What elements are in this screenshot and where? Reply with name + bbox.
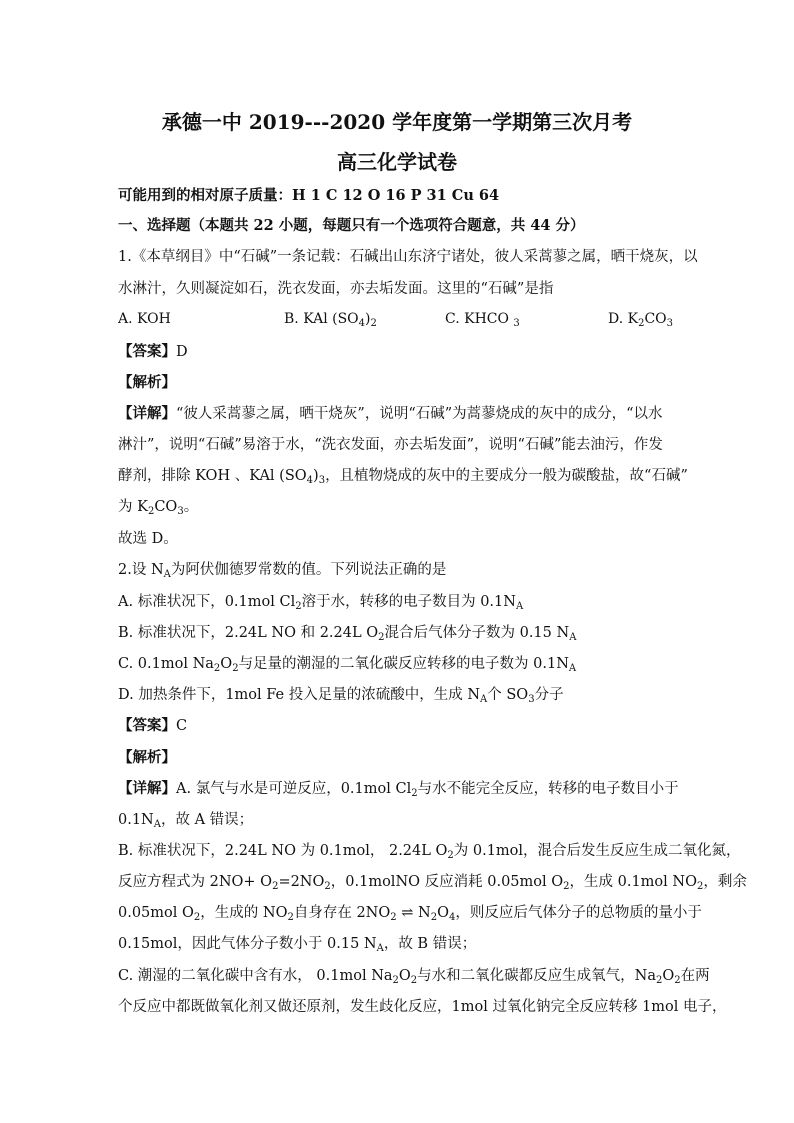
q1-analysis-label: 【解析】 bbox=[118, 374, 176, 391]
q2-stem: 2.设 $N_A$为阿伏伽德罗常数的值。下列说法正确的是 bbox=[118, 562, 447, 580]
q1-detail-line1: 【详解】“彼人采蒿蓼之属，晒干烧灰”，说明“石碱”为蒿蓼烧成的灰中的成分，“以水 bbox=[118, 405, 663, 422]
q2-detail-line2: $0.1N_A$，故 A 错误； bbox=[118, 812, 254, 830]
q2-detail-line3: B. 标准状况下，2.24L NO 为 0.1mol， 2.24L $O_2$为 0.1mol，混合后发生反应生成二氧化氮， bbox=[118, 843, 741, 861]
q2-detail-line6: 0.15mol，因此气体分子数小于 0.15 $N_A$，故 B 错误； bbox=[118, 936, 477, 954]
q1-stem-line1: 1.《本草纲目》中“石碱”一条记载：石碱出山东济宁诸处，彼人采蒿蓼之属，晒干烧灰，以 bbox=[118, 249, 698, 265]
q2-answer: 【答案】C bbox=[118, 717, 188, 734]
q1-option-b: B. KAl $(SO_4)_2$ bbox=[284, 311, 377, 329]
q2-option-b: B. 标准状况下，2.24L NO 和 2.24L $O_2$混合后气体分子数为 0.15 $N_A$ bbox=[118, 625, 577, 643]
q2-analysis-label: 【解析】 bbox=[118, 749, 176, 766]
q1-option-d: D. $K_2CO_3$ bbox=[608, 311, 674, 329]
q2-option-d: D. 加热条件下，1mol Fe 投入足量的浓硫酸中，生成 $N_A$个 $SO_3$分子 bbox=[118, 687, 564, 705]
q2-option-c: C. 0.1mol $Na_2O_2$与足量的潮湿的二氧化碳反应转移的电子数为 $0.1N_A$ bbox=[118, 656, 577, 674]
exam-subtitle: 高三化学试卷 bbox=[337, 150, 457, 174]
q1-stem-line2: 水淋汁，久则凝淀如石，洗衣发面，亦去垢发面。这里的“石碱”是指 bbox=[118, 281, 554, 297]
q2-detail-line5: 0.05mol $O_2$，生成的 $NO_2$自身存在 $2NO_2$ ⇌ $N_2O_4$，则反应后气体分子的总物质的量小于 bbox=[118, 905, 702, 923]
q1-detail-line4: 为 $K_2CO_3$。 bbox=[118, 499, 199, 517]
q2-detail-line8: 个反应中都既做氧化剂又做还原剂，发生歧化反应，1mol 过氧化钠完全反应转移 1mol 电子， bbox=[118, 999, 727, 1015]
exam-title: 承德一中 2019---2020 学年度第一学期第三次月考 bbox=[161, 110, 633, 134]
q2-detail-line1: 【详解】A. 氯气与水是可逆反应，0.1mol $Cl_2$与水不能完全反应，转移的电子数目小于 bbox=[118, 780, 679, 799]
q2-detail-line4: 反应方程式为 $2NO+ O_2=2NO_2$，0.1molNO 反应消耗 0.05mol $O_2$，生成 0.1mol $NO_2$，剩余 bbox=[118, 874, 747, 892]
section-heading: 一、选择题（本题共 22 小题，每题只有一个选项符合题意，共 44 分） bbox=[118, 217, 585, 234]
q1-option-c: C. KHCO $_3$ bbox=[445, 311, 520, 329]
q2-option-a: A. 标准状况下，0.1mol $Cl_2$溶于水，转移的电子数目为 $0.1N_A$ bbox=[118, 594, 524, 612]
atomic-masses: 可能用到的相对原子质量：H 1 C 12 O 16 P 31 Cu 64 bbox=[118, 187, 500, 204]
q1-detail-line2: 淋汁”，说明“石碱”易溶于水，“洗衣发面，亦去垢发面”，说明“石碱”能去油污，作发 bbox=[118, 437, 663, 453]
q2-detail-line7: C. 潮湿的二氧化碳中含有水， 0.1mol $Na_2O_2$与水和二氧化碳都反应生成氧气，$Na_2O_2$在两 bbox=[118, 968, 710, 986]
q1-answer: 【答案】D bbox=[118, 343, 188, 360]
q1-detail-line3: 酵剂，排除 KOH 、KAl $(SO_4)_3$，且植物烧成的灰中的主要成分一般为碳酸盐，故“石碱” bbox=[118, 468, 688, 486]
q1-conclusion: 故选 D。 bbox=[118, 531, 178, 547]
q1-option-a: A. KOH bbox=[118, 311, 171, 327]
